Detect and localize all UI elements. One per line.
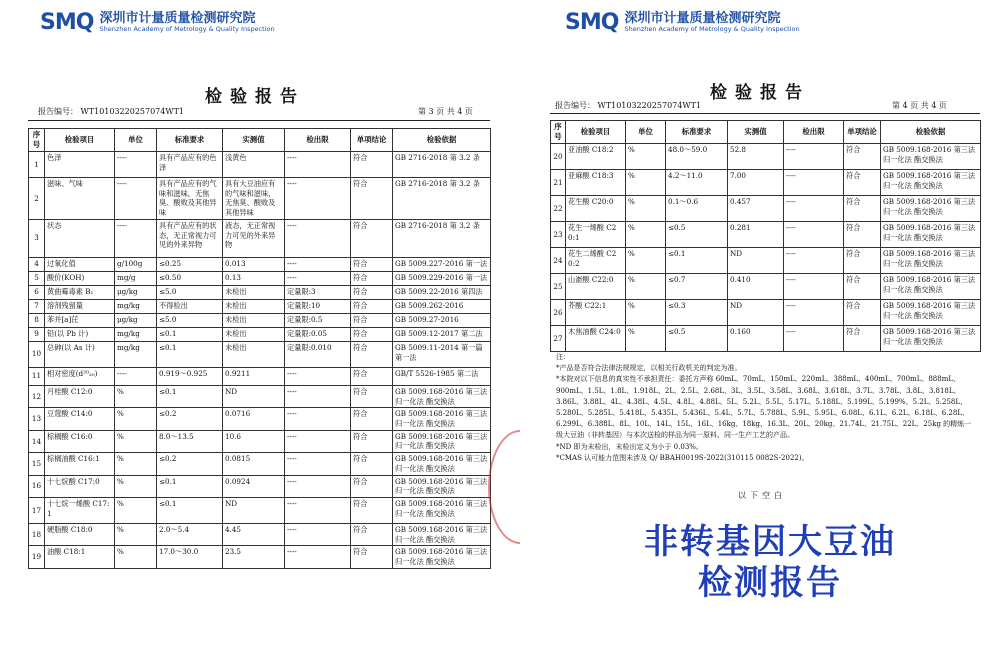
test-method-cell: GB 5009.168-2016 第三法 归一化法 酯交换法 (881, 169, 981, 195)
test-item-cell: 芥酸 C22:1 (566, 299, 626, 325)
detection-limit-cell: ---- (784, 221, 844, 247)
smq-logo-mark: SMQ (40, 10, 94, 35)
row-number-cell: 16 (29, 475, 45, 497)
standard-requirement-cell: ≤5.0 (157, 313, 223, 327)
measured-value-cell: 23.5 (223, 546, 285, 568)
test-method-cell: GB 5009.168-2016 第三法 归一化法 酯交换法 (881, 195, 981, 221)
measured-value-cell: 0.457 (728, 195, 784, 221)
standard-requirement-cell: ≤0.1 (157, 385, 223, 407)
row-number-cell: 12 (29, 385, 45, 407)
row-number-cell: 20 (551, 143, 566, 169)
detection-limit-cell: ---- (285, 408, 351, 430)
standard-requirement-cell: ≤0.1 (157, 341, 223, 367)
conclusion-cell: 符合 (351, 498, 393, 524)
table-header-row (29, 129, 491, 152)
unit-cell: ---- (115, 219, 157, 257)
test-method-cell: GB 5009.168-2016 第三法 归一化法 酯交换法 (881, 273, 981, 299)
conclusion-cell: 符合 (844, 325, 881, 351)
detection-limit-cell: ---- (285, 475, 351, 497)
row-number-cell: 13 (29, 408, 45, 430)
unit-cell: % (626, 299, 666, 325)
table-row (29, 327, 491, 341)
test-item-cell: 硬脂酸 C18:0 (45, 524, 115, 546)
table-row (29, 475, 491, 497)
test-item-cell: 状态 (45, 219, 115, 257)
unit-cell: % (115, 475, 157, 497)
conclusion-cell: 符合 (351, 327, 393, 341)
conclusion-cell: 符合 (351, 313, 393, 327)
report-number-value: WT10103220257074WT1 (80, 107, 185, 116)
test-method-cell: GB 5009.262-2016 (393, 299, 491, 313)
detection-limit-cell: ---- (784, 195, 844, 221)
table-row (29, 367, 491, 385)
test-item-cell: 十七烷酸 C17:0 (45, 475, 115, 497)
conclusion-cell: 符合 (351, 285, 393, 299)
unit-cell: % (115, 408, 157, 430)
table-row (29, 151, 491, 177)
table-row (551, 169, 981, 195)
standard-requirement-cell: 17.0～30.0 (157, 546, 223, 568)
table-row (551, 195, 981, 221)
detection-limit-cell: ---- (285, 177, 351, 219)
row-number-cell: 26 (551, 299, 566, 325)
row-number-cell: 3 (29, 219, 45, 257)
test-item-cell: 花生一烯酸 C20:1 (566, 221, 626, 247)
standard-requirement-cell: 0.919～0.925 (157, 367, 223, 385)
header-rule (550, 113, 980, 114)
institute-logo (565, 10, 800, 35)
measured-value-cell: ND (223, 385, 285, 407)
measured-value-cell: 0.160 (728, 325, 784, 351)
results-table-page-3 (28, 128, 491, 569)
conclusion-cell: 符合 (351, 341, 393, 367)
measured-value-cell: 未检出 (223, 313, 285, 327)
column-header: 序号 (551, 121, 566, 144)
unit-cell: mg/kg (115, 341, 157, 367)
table-row (29, 219, 491, 257)
test-method-cell: GB 5009.27-2016 (393, 313, 491, 327)
unit-cell: mg/g (115, 271, 157, 285)
test-method-cell: GB 5009.168-2016 第三法 归一化法 酯交换法 (393, 546, 491, 568)
measured-value-cell: ND (223, 498, 285, 524)
row-number-cell: 19 (29, 546, 45, 568)
test-item-cell: 木焦油酸 C24:0 (566, 325, 626, 351)
unit-cell: % (115, 524, 157, 546)
test-item-cell: 酸价(KOH) (45, 271, 115, 285)
column-header: 单项结论 (351, 129, 393, 152)
conclusion-cell: 符合 (351, 367, 393, 385)
standard-requirement-cell: 具有产品应有的色泽 (157, 151, 223, 177)
test-item-cell: 棕榈油酸 C16:1 (45, 453, 115, 475)
unit-cell: mg/kg (115, 327, 157, 341)
column-header: 实测值 (223, 129, 285, 152)
table-row (29, 498, 491, 524)
report-page-4 (520, 0, 1000, 658)
column-header: 实测值 (728, 121, 784, 144)
standard-requirement-cell: ≤0.1 (666, 247, 728, 273)
column-header: 检验依据 (393, 129, 491, 152)
test-item-cell: 亚油酸 C18:2 (566, 143, 626, 169)
detection-limit-cell: ---- (285, 367, 351, 385)
table-row (29, 430, 491, 452)
conclusion-cell: 符合 (844, 273, 881, 299)
standard-requirement-cell: ≤0.7 (666, 273, 728, 299)
measured-value-cell: 液态，无正常视力可见的外来异物 (223, 219, 285, 257)
standard-requirement-cell: ≤0.50 (157, 271, 223, 285)
measured-value-cell: 4.45 (223, 524, 285, 546)
institute-name-en: Shenzhen Academy of Metrology & Quality Inspection (99, 24, 275, 33)
conclusion-cell: 符合 (351, 257, 393, 271)
standard-requirement-cell: 具有产品应有的气味和滋味，无焦臭、酸败及其他异味 (157, 177, 223, 219)
test-method-cell: GB 5009.168-2016 第三法 归一化法 酯交换法 (393, 408, 491, 430)
test-method-cell: GB 5009.11-2014 第一篇 第一法 (393, 341, 491, 367)
measured-value-cell: 浅黄色 (223, 151, 285, 177)
test-item-cell: 十七烷一烯酸 C17:1 (45, 498, 115, 524)
detection-limit-cell: ---- (784, 299, 844, 325)
conclusion-cell: 符合 (844, 247, 881, 273)
row-number-cell: 14 (29, 430, 45, 452)
measured-value-cell: 0.013 (223, 257, 285, 271)
results-table-page-4 (550, 120, 981, 352)
standard-requirement-cell: ≤0.2 (157, 408, 223, 430)
table-row (29, 257, 491, 271)
detection-limit-cell: 定量限:10 (285, 299, 351, 313)
unit-cell: ---- (115, 151, 157, 177)
table-row (29, 271, 491, 285)
unit-cell: % (626, 221, 666, 247)
unit-cell: % (626, 195, 666, 221)
detection-limit-cell: ---- (285, 271, 351, 285)
unit-cell: ---- (115, 367, 157, 385)
test-item-cell: 溶剂残留量 (45, 299, 115, 313)
test-item-cell: 过氧化值 (45, 257, 115, 271)
test-method-cell: GB 5009.168-2016 第三法 归一化法 酯交换法 (881, 325, 981, 351)
test-method-cell: GB 2716-2018 第 3.2 条 (393, 219, 491, 257)
measured-value-cell: 具有大豆油应有的气味和滋味，无焦臭、酸败及其他异味 (223, 177, 285, 219)
column-header: 检出限 (784, 121, 844, 144)
report-number-value: WT10103220257074WT1 (597, 101, 702, 110)
measured-value-cell: 0.0815 (223, 453, 285, 475)
test-item-cell: 色泽 (45, 151, 115, 177)
unit-cell: % (626, 143, 666, 169)
row-number-cell: 5 (29, 271, 45, 285)
table-row (551, 221, 981, 247)
test-item-cell: 总砷(以 As 计) (45, 341, 115, 367)
test-item-cell: 油酸 C18:1 (45, 546, 115, 568)
test-method-cell: GB 5009.168-2016 第三法 归一化法 酯交换法 (881, 221, 981, 247)
column-header: 检验项目 (45, 129, 115, 152)
row-number-cell: 27 (551, 325, 566, 351)
unit-cell: % (115, 385, 157, 407)
test-method-cell: GB/T 5526-1985 第二法 (393, 367, 491, 385)
row-number-cell: 25 (551, 273, 566, 299)
detection-limit-cell: ---- (784, 273, 844, 299)
table-row (551, 273, 981, 299)
test-method-cell: GB 5009.168-2016 第三法 归一化法 酯交换法 (881, 143, 981, 169)
note-line: *产品是否符合法律法规规定，以相关行政机关的判定为准。 (556, 364, 742, 373)
conclusion-cell: 符合 (844, 195, 881, 221)
measured-value-cell: 7.00 (728, 169, 784, 195)
detection-limit-cell: ---- (784, 169, 844, 195)
measured-value-cell: ND (728, 247, 784, 273)
row-number-cell: 21 (551, 169, 566, 195)
standard-requirement-cell: 2.0～5.4 (157, 524, 223, 546)
institute-name-cn: 深圳市计量质量检测研究院 (99, 11, 256, 27)
detection-limit-cell: ---- (285, 453, 351, 475)
standard-requirement-cell: ≤0.5 (666, 221, 728, 247)
conclusion-cell: 符合 (351, 453, 393, 475)
column-header: 单项结论 (844, 121, 881, 144)
table-row (29, 524, 491, 546)
test-item-cell: 苯并[a]芘 (45, 313, 115, 327)
banner-line-2: 检测报告 (698, 562, 842, 603)
row-number-cell: 23 (551, 221, 566, 247)
row-number-cell: 22 (551, 195, 566, 221)
measured-value-cell: ND (728, 299, 784, 325)
detection-limit-cell: ---- (285, 430, 351, 452)
table-row (551, 143, 981, 169)
test-item-cell: 棕榈酸 C16:0 (45, 430, 115, 452)
test-method-cell: GB 5009.168-2016 第三法 归一化法 酯交换法 (393, 498, 491, 524)
standard-requirement-cell: 48.0～59.0 (666, 143, 728, 169)
report-number-label: 报告编号： (38, 107, 78, 116)
row-number-cell: 6 (29, 285, 45, 299)
table-row (29, 546, 491, 568)
measured-value-cell: 0.0924 (223, 475, 285, 497)
test-item-cell: 山嵛酸 C22:0 (566, 273, 626, 299)
row-number-cell: 24 (551, 247, 566, 273)
note-line: *ND 即为未检出，未检出定义为小于 0.03%。 (556, 442, 703, 451)
unit-cell: μg/kg (115, 313, 157, 327)
unit-cell: μg/kg (115, 285, 157, 299)
detection-limit-cell: ---- (784, 143, 844, 169)
conclusion-cell: 符合 (844, 169, 881, 195)
standard-requirement-cell: ≤0.25 (157, 257, 223, 271)
report-number-label: 报告编号： (555, 101, 595, 110)
detection-limit-cell: 定量限:0.5 (285, 313, 351, 327)
test-item-cell: 亚麻酸 C18:3 (566, 169, 626, 195)
institute-logo (40, 10, 275, 35)
test-method-cell: GB 5009.168-2016 第三法 归一化法 酯交换法 (881, 299, 981, 325)
table-row (29, 453, 491, 475)
measured-value-cell: 未检出 (223, 299, 285, 313)
report-title: 检验报告 (710, 83, 810, 103)
standard-requirement-cell: 8.0～13.5 (157, 430, 223, 452)
row-number-cell: 18 (29, 524, 45, 546)
detection-limit-cell: ---- (285, 151, 351, 177)
row-number-cell: 8 (29, 313, 45, 327)
conclusion-cell: 符合 (351, 299, 393, 313)
detection-limit-cell: 定量限:0.010 (285, 341, 351, 367)
measured-value-cell: 0.13 (223, 271, 285, 285)
conclusion-cell: 符合 (351, 151, 393, 177)
detection-limit-cell: ---- (285, 524, 351, 546)
column-header: 检验依据 (881, 121, 981, 144)
standard-requirement-cell: 4.2～11.0 (666, 169, 728, 195)
test-method-cell: GB 5009.168-2016 第三法 归一化法 酯交换法 (393, 430, 491, 452)
report-number (555, 100, 701, 111)
page-number: 第 4 页 共 4 页 (892, 101, 947, 110)
measured-value-cell: 0.9211 (223, 367, 285, 385)
detection-limit-cell: 定量限:0.05 (285, 327, 351, 341)
test-method-cell: GB 5009.12-2017 第二法 (393, 327, 491, 341)
row-number-cell: 17 (29, 498, 45, 524)
row-number-cell: 7 (29, 299, 45, 313)
blank-below-marker: 以下空白 (738, 491, 786, 500)
test-item-cell: 花生酸 C20:0 (566, 195, 626, 221)
test-item-cell: 黄曲霉毒素 B₁ (45, 285, 115, 299)
unit-cell: % (115, 546, 157, 568)
standard-requirement-cell: ≤0.3 (666, 299, 728, 325)
conclusion-cell: 符合 (351, 546, 393, 568)
standard-requirement-cell: 具有产品应有的状态，无正常视力可见的外来异物 (157, 219, 223, 257)
conclusion-cell: 符合 (351, 430, 393, 452)
conclusion-cell: 符合 (844, 143, 881, 169)
table-row (29, 341, 491, 367)
measured-value-cell: 0.281 (728, 221, 784, 247)
conclusion-cell: 符合 (351, 271, 393, 285)
detection-limit-cell: ---- (784, 325, 844, 351)
header-rule (28, 120, 490, 121)
test-method-cell: GB 5009.229-2016 第一法 (393, 271, 491, 285)
detection-limit-cell: ---- (784, 247, 844, 273)
table-row (29, 177, 491, 219)
measured-value-cell: 未检出 (223, 327, 285, 341)
test-item-cell: 滋味、气味 (45, 177, 115, 219)
row-number-cell: 2 (29, 177, 45, 219)
unit-cell: % (115, 498, 157, 524)
test-method-cell: GB 2716-2018 第 3.2 条 (393, 151, 491, 177)
unit-cell: ---- (115, 177, 157, 219)
unit-cell: % (115, 430, 157, 452)
row-number-cell: 4 (29, 257, 45, 271)
unit-cell: g/100g (115, 257, 157, 271)
test-method-cell: GB 5009.168-2016 第三法 归一化法 酯交换法 (393, 453, 491, 475)
column-header: 检验项目 (566, 121, 626, 144)
measured-value-cell: 0.0716 (223, 408, 285, 430)
institute-name-cn: 深圳市计量质量检测研究院 (624, 11, 781, 27)
test-item-cell: 相对密度(d²⁰₂₀) (45, 367, 115, 385)
test-method-cell: GB 5009.168-2016 第三法 归一化法 酯交换法 (393, 385, 491, 407)
unit-cell: % (115, 453, 157, 475)
column-header: 单位 (626, 121, 666, 144)
test-method-cell: GB 5009.168-2016 第三法 归一化法 酯交换法 (393, 524, 491, 546)
banner-line-1: 非转基因大豆油 (644, 522, 896, 562)
standard-requirement-cell: ≤5.0 (157, 285, 223, 299)
report-notes (556, 352, 976, 464)
test-item-cell: 花生二烯酸 C20:2 (566, 247, 626, 273)
detection-limit-cell: ---- (285, 498, 351, 524)
standard-requirement-cell: 不得检出 (157, 299, 223, 313)
row-number-cell: 15 (29, 453, 45, 475)
conclusion-cell: 符合 (351, 385, 393, 407)
test-method-cell: GB 5009.168-2016 第三法 归一化法 酯交换法 (393, 475, 491, 497)
test-method-cell: GB 2716-2018 第 3.2 条 (393, 177, 491, 219)
column-header: 检出限 (285, 129, 351, 152)
conclusion-cell: 符合 (844, 299, 881, 325)
unit-cell: % (626, 273, 666, 299)
table-row (551, 325, 981, 351)
test-item-cell: 月桂酸 C12:0 (45, 385, 115, 407)
table-row (551, 299, 981, 325)
detection-limit-cell: ---- (285, 257, 351, 271)
table-header-row (551, 121, 981, 144)
report-title: 检验报告 (205, 87, 305, 107)
measured-value-cell: 52.8 (728, 143, 784, 169)
conclusion-cell: 符合 (844, 221, 881, 247)
page-number: 第 3 页 共 4 页 (418, 107, 473, 116)
measured-value-cell: 10.6 (223, 430, 285, 452)
test-method-cell: GB 5009.227-2016 第一法 (393, 257, 491, 271)
conclusion-cell: 符合 (351, 475, 393, 497)
table-row (29, 385, 491, 407)
conclusion-cell: 符合 (351, 177, 393, 219)
standard-requirement-cell: ≤0.5 (666, 325, 728, 351)
conclusion-cell: 符合 (351, 408, 393, 430)
conclusion-cell: 符合 (351, 524, 393, 546)
unit-cell: mg/kg (115, 299, 157, 313)
standard-requirement-cell: ≤0.1 (157, 475, 223, 497)
institute-name-en: Shenzhen Academy of Metrology & Quality Inspection (624, 24, 800, 33)
promo-banner (580, 522, 960, 604)
note-line: *本院对以下信息的真实性不承担责任：委托方声称 60mL、70mL、150mL、220mL、388mL、400mL、700mL、888mL、900mL、1.5L、1.8L、1.918L、2L、2.5L、2.68L、3L、3.5L、3.58L、3.68L、3.618L、3.7L、3.78L、3.8L、3.818L、3.86L、3.88L、4L、4.38L、4.5L、4.8L、4.88L、5L、5.2L、5.5L、5.17L、5.188L、5.199L、5.199%、5.2L、5.258L、5.280L、5.285L、5.418L、5.435L、5.436L、5.4L、5.7L、5.788L、5.9L、5.95L、6.08L、6.1L、6.2L、6.18L、6.28L、6.299L、6.388L、8L、10L、14L、15L、16L、16kg、18kg、16.3L、20L、20kg、21.74L、21.75L、22L、25kg 的精炼一级大豆油（非转基因）与本次送检的样品为同一原料、同一生产工艺的产品。 (556, 375, 972, 440)
detection-limit-cell: ---- (285, 385, 351, 407)
table-row (29, 313, 491, 327)
detection-limit-cell: ---- (285, 219, 351, 257)
unit-cell: % (626, 247, 666, 273)
test-method-cell: GB 5009.168-2016 第三法 归一化法 酯交换法 (881, 247, 981, 273)
column-header: 标准要求 (666, 121, 728, 144)
note-line: *CMAS 认可能力范围未涉及 Q/ BBAH0019S-2022(310115 0082S-2022)。 (556, 453, 809, 462)
row-number-cell: 1 (29, 151, 45, 177)
table-row (551, 247, 981, 273)
test-item-cell: 铅(以 Pb 计) (45, 327, 115, 341)
report-number (38, 106, 184, 117)
measured-value-cell: 0.410 (728, 273, 784, 299)
row-number-cell: 10 (29, 341, 45, 367)
column-header: 序号 (29, 129, 45, 152)
column-header: 单位 (115, 129, 157, 152)
standard-requirement-cell: 0.1～0.6 (666, 195, 728, 221)
unit-cell: % (626, 325, 666, 351)
standard-requirement-cell: ≤0.1 (157, 498, 223, 524)
row-number-cell: 9 (29, 327, 45, 341)
standard-requirement-cell: ≤0.1 (157, 327, 223, 341)
conclusion-cell: 符合 (351, 219, 393, 257)
table-row (29, 285, 491, 299)
measured-value-cell: 未检出 (223, 285, 285, 299)
measured-value-cell: 未检出 (223, 341, 285, 367)
smq-logo-mark: SMQ (565, 10, 619, 35)
column-header: 标准要求 (157, 129, 223, 152)
detection-limit-cell: 定量限:3 (285, 285, 351, 299)
unit-cell: % (626, 169, 666, 195)
table-row (29, 408, 491, 430)
row-number-cell: 11 (29, 367, 45, 385)
table-row (29, 299, 491, 313)
test-item-cell: 豆蔻酸 C14:0 (45, 408, 115, 430)
note-line: 注： (556, 353, 570, 361)
detection-limit-cell: ---- (285, 546, 351, 568)
test-method-cell: GB 5009.22-2016 第四法 (393, 285, 491, 299)
standard-requirement-cell: ≤0.2 (157, 453, 223, 475)
